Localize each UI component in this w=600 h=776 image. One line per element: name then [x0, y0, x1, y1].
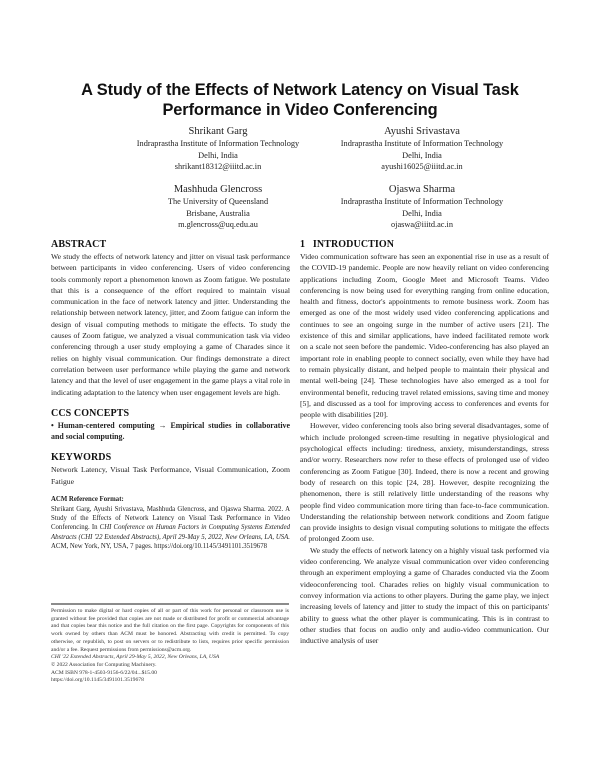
author-location: Delhi, India: [402, 150, 442, 160]
intro-paragraph: Video communication software has seen an exponential rise in use as a result of the COVID-19 pandemic. People are now heavily reliant on video conferencing applications including Zoom, Google Meet and Microsoft Teams. Video conferencing is now being used for everything ranging from online education, health and fitness, doctor's appointments to remote business work. Zoom has emerged as one of the most widely used video conferencing applications and continues to see an ongoing surge in the number of active users [21]. The existence of this and similar applications, have indeed facilitated remote work on a scale not seen before the pandemic. Video-conferencing has also played an important role in enabling people to connect socially, even while they have had to remain physically distant, and helped people to maintain their physical and mental well-being [24]. These technologies have also emerged as a tool for environmental benefit, reducing travel related emissions, saving time and money [5], and discussed as a tool for improving access to conferences and events for people with disabilities [20].: [300, 252, 549, 420]
footnote-doi[interactable]: https://doi.org/10.1145/3491101.3519678: [51, 677, 144, 684]
author-affiliation: The University of Queensland: [167, 197, 269, 206]
author-block: [292, 125, 552, 173]
title-line-1: A Study of the Effects of Network Latency on Visual Task: [81, 81, 519, 99]
reference-venue: CHI Conference on Human Factors in Computing Systems Extended Abstracts (CHI '22 Extended Abstracts), April 29-May 5, 2022, New Orleans, LA, USA.: [51, 524, 290, 541]
keywords-heading: KEYWORDS: [51, 452, 112, 464]
copyright: © 2022 Association for Computing Machinery.: [51, 661, 157, 668]
author-name: Ayushi Srivastava: [384, 126, 460, 137]
isbn: ACM ISBN 978-1-4503-9156-6/22/04...$15.00: [51, 669, 157, 676]
author-email[interactable]: ayushi16025@iiitd.ac.in: [381, 162, 463, 171]
abstract-text: We study the effects of network latency and jitter on visual task performance between participants in video conferencing. Users of video conferencing tools commonly report a phenomenon known as Zoom fatigue. We postulate that this is a consequence of the effort required to maintain visual communication in the face of network latency and jitter. Understanding the relationship between network latency, jitter, and Zoom fatigue can inform the design of visual computing methods to mitigate the effects. To study the causes of Zoom fatigue, we analyzed a visual communication task via video conferencing through a user study employing a game of Charades since it relies on highly visual communication. Our findings demonstrate a direct correlation between user performance while playing the game and network latency and that the level of user engagement in the game plays a vital role in indicating adaptation to the latency when user engagement levels are high.: [51, 252, 290, 397]
intro-paragraph: However, video conferencing tools also bring several disadvantages, some of which include prolonged screen-time resulting in negative physiological and psychological effects including: tiredness, anxiety, misunderstandings, stress and/or worry. Researchers now refer to these effects of prolonged use of video conferencing as Zoom Fatigue [30]. Indeed, there is now a recent and growing body of research on this topic [24, 28]. However, despite recognizing the phenomenon, there is still relatively little understanding of the reasons why people find video communication more tiring than face-to-face communication. Understanding the relationship between network conditions and Zoom fatigue can provide insights to design visual computing solutions to mitigate the effects of prolonged Zoom use.: [300, 421, 549, 544]
author-email[interactable]: shrikant18312@iiitd.ac.in: [174, 162, 262, 171]
acm-reference-text: [51, 505, 290, 552]
reference-authors: Shrikant Garg, Ayushi Srivastava, Mashhuda Glencross, and Ojaswa Sharma. 2022. A Study of the Effects of Network Latency on Visual Task Performance in Video Conferencing. In: [51, 505, 290, 532]
author-location: Delhi, India: [198, 150, 238, 160]
intro-paragraph: We study the effects of network latency on a highly visual task performed via video conferencing. We analyze visual communication over video conferencing through an experiment employing a game of Charades conducted via the Zoom videoconferencing tool. Charades relies on highly visual communication to convey information via actions to other players. During the game play, we inject increasing levels of latency and jitter to study the impact of this on participants' ability to guess what the other player is communicating. This is in contrast to other studies that focus on audio only and audio-video communication. Our inductive analysis of user: [300, 545, 549, 646]
author-affiliation: Indraprastha Institute of Information Technology: [340, 139, 504, 148]
reference-doi[interactable]: ACM, New York, NY, USA, 7 pages. https://doi.org/10.1145/3491101.3519678: [51, 543, 268, 551]
footnote: [51, 608, 289, 685]
footnote-venue: CHI '22 Extended Abstracts, April 29-May 5, 2022, New Orleans, LA, USA: [51, 654, 220, 661]
title-line-2: Performance in Video Conferencing: [162, 101, 438, 119]
author-email[interactable]: ojaswa@iiitd.ac.in: [390, 220, 454, 229]
paper-title: [0, 80, 600, 120]
author-location: Brisbane, Australia: [186, 208, 250, 218]
author-block: [292, 183, 552, 231]
author-name: Mashhuda Glencross: [173, 184, 263, 195]
abstract-heading: ABSTRACT: [51, 239, 107, 250]
author-affiliation: Indraprastha Institute of Information Technology: [136, 139, 300, 148]
ccs-text: • Human-centered computing → Empirical studies in collaborative and social computing.: [51, 420, 290, 442]
right-column: [300, 238, 549, 646]
author-name: Shrikant Garg: [188, 126, 248, 137]
permission-notice: Permission to make digital or hard copies of all or part of this work for personal or classroom use is granted without fee provided that copies are not made or distributed for profit or commercial advantage and that copies bear this notice and the full citation on the first page. Copyrights for components of this work owned by others than ACM must be honored. Abstracting with credit is permitted. To copy otherwise, or republish, to post on servers or to redistribute to lists, requires prior specific permission and/or a fee. Request permissions from permissions@acm.org.: [51, 608, 289, 653]
introduction-heading: 1 INTRODUCTION: [300, 239, 395, 250]
left-column: [51, 238, 290, 552]
acm-reference-heading: ACM Reference Format:: [51, 496, 124, 504]
author-affiliation: Indraprastha Institute of Information Technology: [340, 197, 504, 206]
author-email[interactable]: m.glencross@uq.edu.au: [178, 220, 258, 229]
ccs-heading: CCS CONCEPTS: [51, 407, 130, 419]
keywords-text: Network Latency, Visual Task Performance, Visual Communication, Zoom Fatigue: [51, 465, 290, 486]
author-location: Delhi, India: [402, 208, 442, 218]
author-name: Ojaswa Sharma: [388, 184, 456, 195]
footnote-divider: [51, 603, 289, 605]
